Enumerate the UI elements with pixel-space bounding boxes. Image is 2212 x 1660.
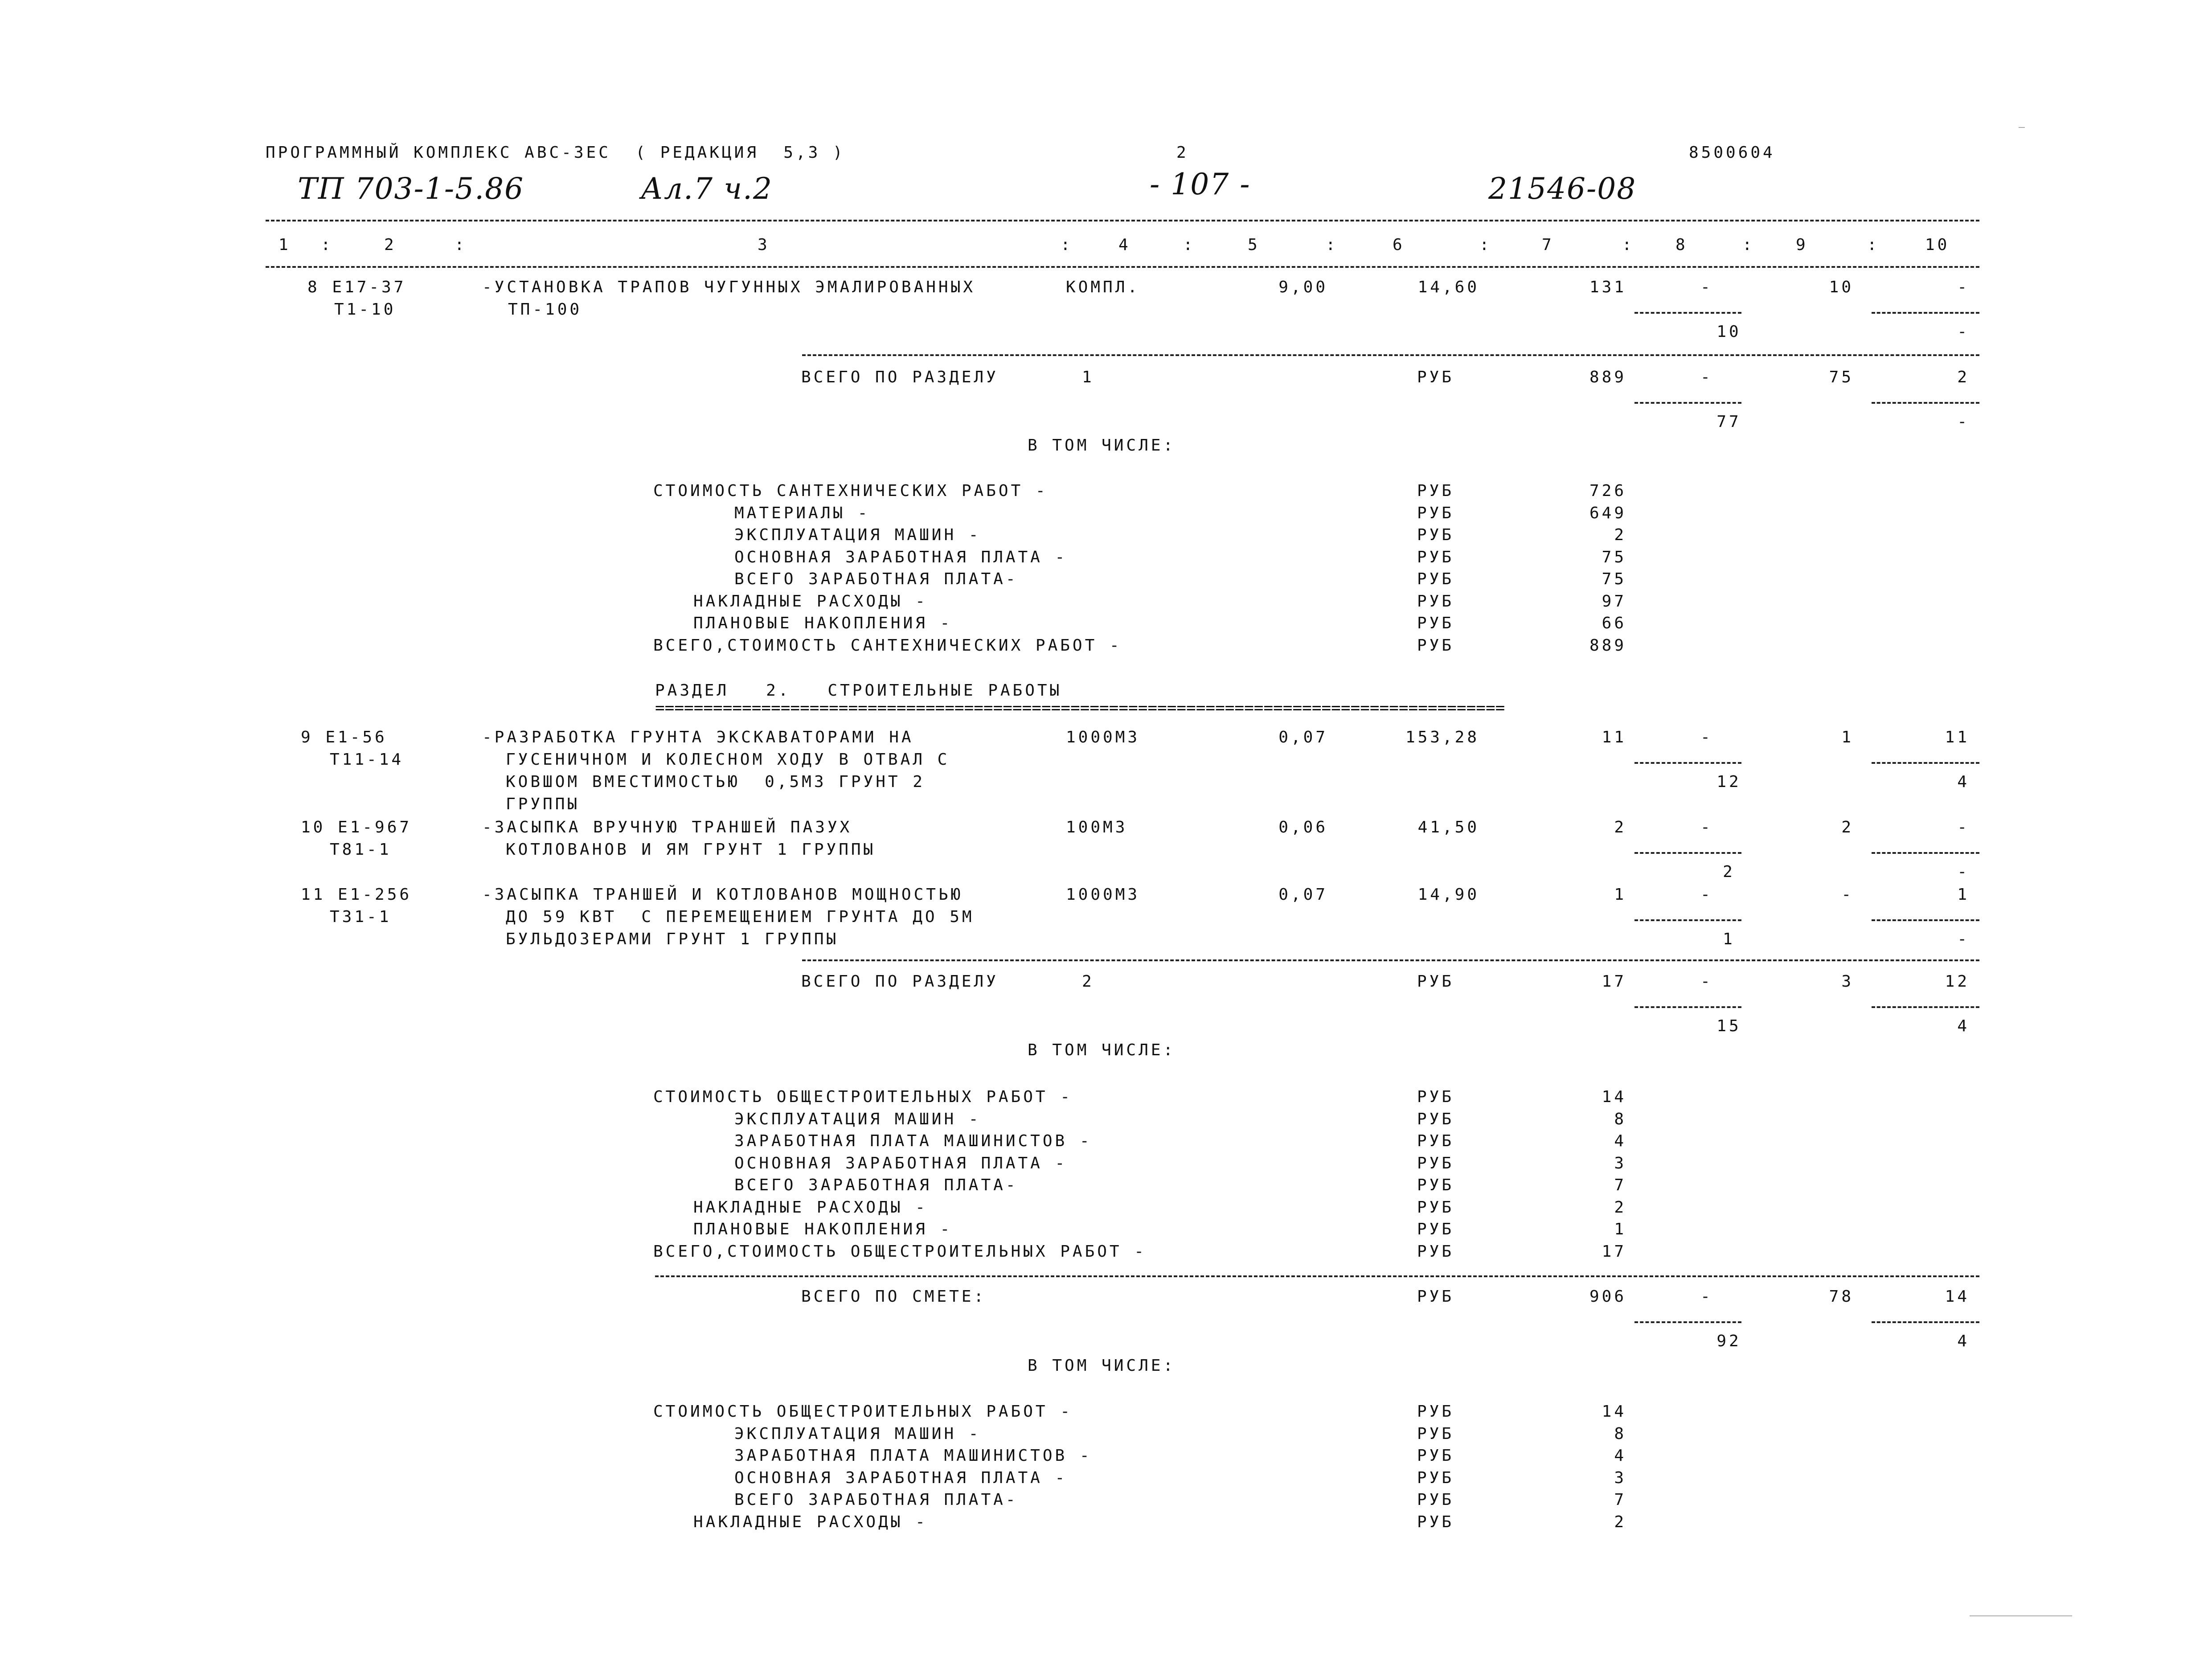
row-number: 9 Е1-56	[301, 728, 387, 746]
cell-rule	[1634, 919, 1741, 921]
row-col10-sub: -	[1957, 863, 1970, 881]
breakdown-value: 8	[1614, 1110, 1626, 1128]
row-col9: 1	[1841, 728, 1854, 746]
row-quantity: 0,07	[1278, 885, 1328, 904]
breakdown-value: 2	[1614, 1512, 1626, 1531]
estimate-total-col10: 14	[1945, 1287, 1970, 1306]
estimate-total-col8: -	[1700, 1287, 1713, 1306]
row-unit-price: 153,28	[1405, 728, 1479, 746]
section-total-number: 1	[1082, 368, 1094, 386]
row-unit: 100М3	[1066, 818, 1128, 836]
row-col8: -	[1700, 885, 1713, 904]
row-unit-price: 41,50	[1417, 818, 1479, 836]
breakdown-unit: РУБ	[1417, 526, 1454, 544]
section-total-number: 2	[1082, 972, 1094, 991]
column-separator: :	[1622, 236, 1634, 254]
row-quantity: 0,06	[1278, 818, 1328, 836]
section-total-col9: 75	[1829, 368, 1854, 386]
breakdown-unit: РУБ	[1417, 1447, 1454, 1465]
row-unit: 1000М3	[1066, 728, 1140, 746]
row-col8-sub: 1	[1723, 930, 1735, 948]
scan-speck	[1970, 1615, 2072, 1616]
header-rule-top	[266, 220, 1979, 221]
cell-rule	[1872, 919, 1979, 921]
row-description: ДО 59 КВТ С ПЕРЕМЕЩЕНИЕМ ГРУНТА ДО 5М	[506, 908, 975, 926]
row-description: КОТЛОВАНОВ И ЯМ ГРУНТ 1 ГРУППЫ	[506, 840, 876, 859]
breakdown-unit: РУБ	[1417, 1198, 1454, 1217]
including-heading: В ТОМ ЧИСЛЕ:	[1028, 436, 1176, 455]
row-col8-sub: 10	[1716, 323, 1741, 341]
estimate-total-col8-sub: 92	[1716, 1332, 1741, 1350]
breakdown-value: 7	[1614, 1491, 1626, 1509]
estimate-rule	[655, 1275, 1979, 1277]
row-total: 2	[1614, 818, 1626, 836]
row-total: 131	[1589, 278, 1626, 296]
estimate-total-unit: РУБ	[1417, 1287, 1454, 1306]
cell-rule	[1872, 312, 1979, 314]
column-header-5: 5	[1248, 236, 1260, 254]
column-header-7: 7	[1542, 236, 1554, 254]
page-number: - 107 -	[1150, 167, 1251, 201]
including-heading: В ТОМ ЧИСЛЕ:	[1028, 1041, 1176, 1059]
section-total-value: 889	[1589, 368, 1626, 386]
scan-speck	[2019, 127, 2025, 128]
breakdown-unit: РУБ	[1417, 1242, 1454, 1261]
row-unit: КОМПЛ.	[1066, 278, 1140, 296]
breakdown-value: 2	[1614, 526, 1626, 544]
sheet-mark: 2	[1176, 143, 1189, 162]
section-total-col10: 12	[1945, 972, 1970, 991]
column-header-1: 1	[279, 236, 291, 254]
estimate-total-label: ВСЕГО ПО СМЕТЕ:	[801, 1287, 987, 1306]
row-col8: -	[1700, 278, 1713, 296]
row-description: ГУСЕНИЧНОМ И КОЛЕСНОМ ХОДУ В ОТВАЛ С	[506, 750, 950, 769]
row-description: КОВШОМ ВМЕСТИМОСТЬЮ 0,5М3 ГРУНТ 2	[506, 773, 925, 791]
row-unit-price: 14,90	[1417, 885, 1479, 904]
breakdown-value: 4	[1614, 1447, 1626, 1465]
breakdown-unit: РУБ	[1417, 614, 1454, 632]
section-rule	[802, 354, 1979, 356]
row-col8-sub: 2	[1723, 863, 1735, 881]
cell-rule	[1872, 1321, 1979, 1323]
column-separator: :	[1479, 236, 1492, 254]
section-rule	[802, 959, 1979, 961]
column-separator: :	[1061, 236, 1073, 254]
cell-rule	[1634, 762, 1741, 764]
cell-rule	[1872, 1006, 1979, 1008]
breakdown-unit: РУБ	[1417, 1424, 1454, 1443]
breakdown-label: ВСЕГО ЗАРАБОТНАЯ ПЛАТА-	[734, 570, 1018, 588]
breakdown-unit: РУБ	[1417, 570, 1454, 588]
row-unit: 1000М3	[1066, 885, 1140, 904]
breakdown-label: ОСНОВНАЯ ЗАРАБОТНАЯ ПЛАТА -	[734, 548, 1068, 566]
breakdown-label: ЭКСПЛУАТАЦИЯ МАШИН -	[734, 526, 981, 544]
breakdown-value: 1	[1614, 1220, 1626, 1238]
row-number: 8 Е17-37	[307, 278, 406, 296]
cell-rule	[1634, 1321, 1741, 1323]
breakdown-value: 4	[1614, 1132, 1626, 1150]
project-number: ТП 703-1-5.86	[298, 172, 524, 206]
breakdown-unit: РУБ	[1417, 482, 1454, 500]
column-separator: :	[321, 236, 333, 254]
section-total-col8: -	[1700, 368, 1713, 386]
row-quantity: 9,00	[1278, 278, 1328, 296]
breakdown-unit: РУБ	[1417, 1468, 1454, 1487]
breakdown-value: 14	[1602, 1088, 1626, 1106]
row-col10-sub: -	[1957, 930, 1970, 948]
row-description: -РАЗРАБОТКА ГРУНТА ЭКСКАВАТОРАМИ НА	[482, 728, 914, 746]
estimate-total-value: 906	[1589, 1287, 1626, 1306]
breakdown-unit: РУБ	[1417, 1220, 1454, 1238]
estimate-total-col10-sub: 4	[1957, 1332, 1970, 1350]
breakdown-value: 7	[1614, 1176, 1626, 1194]
cell-rule	[1634, 312, 1741, 314]
breakdown-value: 97	[1602, 592, 1626, 611]
breakdown-value: 66	[1602, 614, 1626, 632]
breakdown-label: ПЛАНОВЫЕ НАКОПЛЕНИЯ -	[693, 1220, 953, 1238]
breakdown-unit: РУБ	[1417, 1132, 1454, 1150]
section-total-col8-sub: 15	[1716, 1017, 1741, 1035]
breakdown-label: ВСЕГО,СТОИМОСТЬ САНТЕХНИЧЕСКИХ РАБОТ -	[653, 636, 1122, 655]
breakdown-label: ОСНОВНАЯ ЗАРАБОТНАЯ ПЛАТА -	[734, 1468, 1068, 1487]
breakdown-unit: РУБ	[1417, 1176, 1454, 1194]
column-separator: :	[1326, 236, 1338, 254]
row-description: -УСТАНОВКА ТРАПОВ ЧУГУННЫХ ЭМАЛИРОВАННЫХ	[482, 278, 975, 296]
breakdown-unit: РУБ	[1417, 1512, 1454, 1531]
breakdown-value: 75	[1602, 548, 1626, 566]
column-header-3: 3	[758, 236, 770, 254]
document-code: 8500604	[1689, 143, 1775, 162]
row-col9: 2	[1841, 818, 1854, 836]
row-col10-sub: 4	[1957, 773, 1970, 791]
breakdown-unit: РУБ	[1417, 548, 1454, 566]
breakdown-value: 889	[1589, 636, 1626, 655]
album-reference: Ал.7 ч.2	[641, 172, 773, 206]
section-total-col9: 3	[1841, 972, 1854, 991]
row-col10: -	[1957, 818, 1970, 836]
breakdown-value: 3	[1614, 1468, 1626, 1487]
estimate-total-col9: 78	[1829, 1287, 1854, 1306]
section-total-col10: 2	[1957, 368, 1970, 386]
section-total-label: ВСЕГО ПО РАЗДЕЛУ	[801, 972, 999, 991]
breakdown-unit: РУБ	[1417, 1154, 1454, 1172]
breakdown-label: ОСНОВНАЯ ЗАРАБОТНАЯ ПЛАТА -	[734, 1154, 1068, 1172]
column-header-8: 8	[1675, 236, 1688, 254]
row-col8: -	[1700, 818, 1713, 836]
breakdown-value: 8	[1614, 1424, 1626, 1443]
breakdown-label: МАТЕРИАЛЫ -	[734, 504, 870, 522]
section-total-col8: -	[1700, 972, 1713, 991]
row-number: 10 Е1-967	[301, 818, 412, 836]
row-unit-price: 14,60	[1417, 278, 1479, 296]
column-header-2: 2	[384, 236, 397, 254]
section-total-label: ВСЕГО ПО РАЗДЕЛУ	[801, 368, 999, 386]
column-header-10: 10	[1925, 236, 1950, 254]
breakdown-unit: РУБ	[1417, 1088, 1454, 1106]
row-code: Т81-1	[330, 840, 392, 859]
column-separator: :	[1183, 236, 1196, 254]
breakdown-value: 14	[1602, 1402, 1626, 1421]
section-total-value: 17	[1602, 972, 1626, 991]
section-total-col10-sub: 4	[1957, 1017, 1970, 1035]
breakdown-label: СТОИМОСТЬ ОБЩЕСТРОИТЕЛЬНЫХ РАБОТ -	[653, 1402, 1073, 1421]
row-col8: -	[1700, 728, 1713, 746]
row-description: -ЗАСЫПКА ВРУЧНУЮ ТРАНШЕЙ ПАЗУХ	[482, 818, 852, 836]
row-total: 1	[1614, 885, 1626, 904]
breakdown-unit: РУБ	[1417, 636, 1454, 655]
column-header-6: 6	[1393, 236, 1405, 254]
breakdown-unit: РУБ	[1417, 1110, 1454, 1128]
section-total-col10-sub: -	[1957, 413, 1970, 431]
breakdown-label: ВСЕГО ЗАРАБОТНАЯ ПЛАТА-	[734, 1176, 1018, 1194]
row-code: Т31-1	[330, 908, 392, 926]
section-total-col8-sub: 77	[1716, 413, 1741, 431]
breakdown-unit: РУБ	[1417, 592, 1454, 611]
program-title: ПРОГРАММНЫЙ КОМПЛЕКС АВС-3ЕС ( РЕДАКЦИЯ 5,3 )	[266, 143, 845, 162]
column-header-4: 4	[1118, 236, 1131, 254]
breakdown-label: СТОИМОСТЬ САНТЕХНИЧЕСКИХ РАБОТ -	[653, 482, 1048, 500]
header-rule-bottom	[266, 266, 1979, 268]
breakdown-unit: РУБ	[1417, 1402, 1454, 1421]
cell-rule	[1872, 852, 1979, 854]
breakdown-label: ПЛАНОВЫЕ НАКОПЛЕНИЯ -	[693, 614, 953, 632]
row-col9: -	[1841, 885, 1854, 904]
row-col10-sub: -	[1957, 323, 1970, 341]
breakdown-label: ВСЕГО ЗАРАБОТНАЯ ПЛАТА-	[734, 1491, 1018, 1509]
row-number: 11 Е1-256	[301, 885, 412, 904]
row-code: Т1-10	[334, 300, 396, 319]
row-description: -ЗАСЫПКА ТРАНШЕЙ И КОТЛОВАНОВ МОЩНОСТЬЮ	[482, 885, 963, 904]
breakdown-unit: РУБ	[1417, 504, 1454, 522]
row-col10: 1	[1957, 885, 1970, 904]
row-code: Т11-14	[330, 750, 404, 769]
cell-rule	[1634, 852, 1741, 854]
breakdown-label: НАКЛАДНЫЕ РАСХОДЫ -	[693, 592, 928, 611]
section-total-unit: РУБ	[1417, 972, 1454, 991]
breakdown-label: ЗАРАБОТНАЯ ПЛАТА МАШИНИСТОВ -	[734, 1447, 1092, 1465]
breakdown-label: СТОИМОСТЬ ОБЩЕСТРОИТЕЛЬНЫХ РАБОТ -	[653, 1088, 1073, 1106]
including-heading: В ТОМ ЧИСЛЕ:	[1028, 1357, 1176, 1375]
row-total: 11	[1602, 728, 1626, 746]
row-description: ГРУППЫ	[506, 795, 580, 813]
breakdown-value: 726	[1589, 482, 1626, 500]
section-title-underline: ========================================================================================	[655, 699, 1505, 717]
breakdown-label: ВСЕГО,СТОИМОСТЬ ОБЩЕСТРОИТЕЛЬНЫХ РАБОТ -	[653, 1242, 1147, 1261]
section-total-unit: РУБ	[1417, 368, 1454, 386]
breakdown-label: ЭКСПЛУАТАЦИЯ МАШИН -	[734, 1110, 981, 1128]
breakdown-label: ЭКСПЛУАТАЦИЯ МАШИН -	[734, 1424, 981, 1443]
breakdown-unit: РУБ	[1417, 1491, 1454, 1509]
breakdown-value: 3	[1614, 1154, 1626, 1172]
cell-rule	[1872, 762, 1979, 764]
row-col8-sub: 12	[1716, 773, 1741, 791]
column-header-9: 9	[1796, 236, 1808, 254]
row-quantity: 0,07	[1278, 728, 1328, 746]
cell-rule	[1634, 1006, 1741, 1008]
breakdown-value: 17	[1602, 1242, 1626, 1261]
breakdown-label: НАКЛАДНЫЕ РАСХОДЫ -	[693, 1512, 928, 1531]
breakdown-label: НАКЛАДНЫЕ РАСХОДЫ -	[693, 1198, 928, 1217]
column-separator: :	[455, 236, 467, 254]
breakdown-value: 75	[1602, 570, 1626, 588]
column-separator: :	[1742, 236, 1755, 254]
breakdown-label: ЗАРАБОТНАЯ ПЛАТА МАШИНИСТОВ -	[734, 1132, 1092, 1150]
breakdown-value: 2	[1614, 1198, 1626, 1217]
column-separator: :	[1867, 236, 1880, 254]
cell-rule	[1872, 402, 1979, 404]
section-title: РАЗДЕЛ 2. СТРОИТЕЛЬНЫЕ РАБОТЫ	[655, 681, 1062, 700]
breakdown-value: 649	[1589, 504, 1626, 522]
document-number: 21546-08	[1488, 172, 1637, 206]
row-col10: -	[1957, 278, 1970, 296]
row-col10: 11	[1945, 728, 1970, 746]
row-description: ТП-100	[508, 300, 582, 319]
row-description: БУЛЬДОЗЕРАМИ ГРУНТ 1 ГРУППЫ	[506, 930, 839, 948]
row-col9: 10	[1829, 278, 1854, 296]
cell-rule	[1634, 402, 1741, 404]
